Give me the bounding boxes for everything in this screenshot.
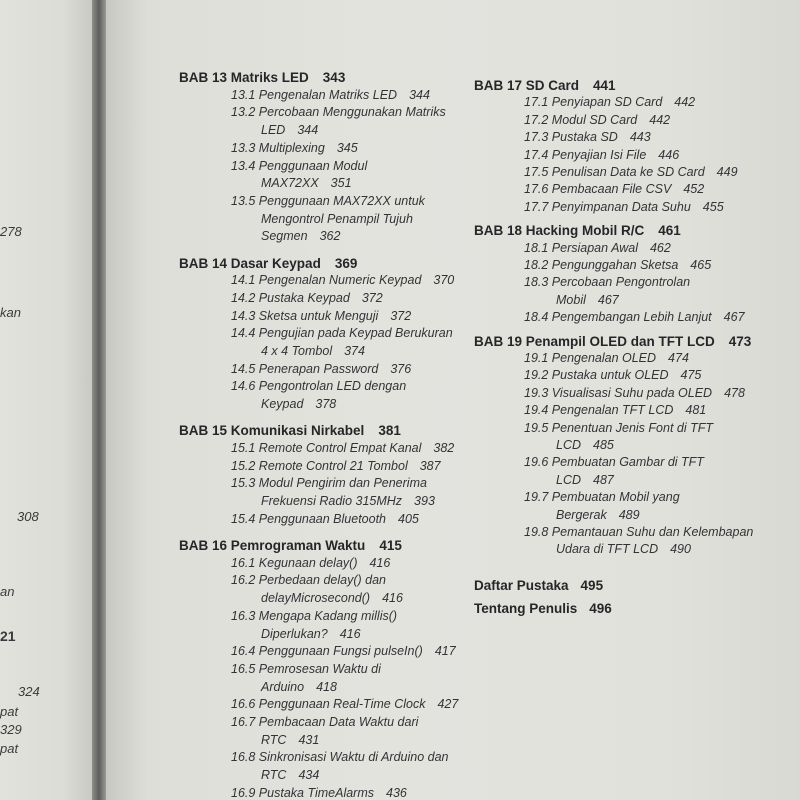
entry-page-number: 481 xyxy=(685,403,707,418)
entry-title: 18.3 Percobaan Pengontrolan xyxy=(524,275,691,290)
entry-page-number: 381 xyxy=(378,423,401,439)
entry-title: 14.4 Pengujian pada Keypad Berukuran xyxy=(231,326,453,341)
entry-title: 19.6 Pembuatan Gambar di TFT xyxy=(524,455,704,470)
entry-title: 16.4 Penggunaan Fungsi pulseIn() xyxy=(231,644,423,659)
entry-title: 14.6 Pengontrolan LED dengan xyxy=(231,379,407,394)
section-entry xyxy=(556,542,691,556)
entry-title: RTC xyxy=(261,768,287,783)
entry-title: 17.6 Pembacaan File CSV xyxy=(524,182,672,197)
entry-title: 14.1 Pengenalan Numeric Keypad xyxy=(231,273,422,288)
entry-title: BAB 19 Penampil OLED dan TFT LCD xyxy=(474,333,715,349)
entry-title: Tentang Penulis xyxy=(474,601,578,617)
entry-title: 19.1 Pengenalan OLED xyxy=(524,351,657,365)
entry-page-number: 343 xyxy=(322,70,346,85)
entry-page-number: 490 xyxy=(670,542,691,557)
entry-page-number: 369 xyxy=(334,255,358,271)
section-entry xyxy=(231,750,449,764)
entry-title: LCD xyxy=(556,472,582,487)
entry-page-number: 443 xyxy=(629,130,651,145)
entry-page-number: 374 xyxy=(344,344,365,358)
entry-page-number: 461 xyxy=(658,223,681,239)
entry-page-number: 485 xyxy=(593,438,614,452)
section-entry xyxy=(231,379,406,393)
entry-title: 13.1 Pengenalan Matriks LED xyxy=(231,87,398,102)
section-entry xyxy=(231,441,454,455)
entry-title: 19.5 Penentuan Jenis Font di TFT xyxy=(524,420,713,435)
chapter-entry xyxy=(474,78,616,93)
entry-page-number: 442 xyxy=(674,95,696,110)
entry-title: 4 x 4 Tombol xyxy=(261,344,333,358)
entry-title: 16.1 Kegunaan delay() xyxy=(231,555,358,570)
entry-page-number: 382 xyxy=(433,441,455,455)
entry-page-number: 344 xyxy=(297,123,319,138)
entry-page-number: 405 xyxy=(398,511,419,526)
entry-title: 16.5 Pemrosesan Waktu di xyxy=(231,661,381,676)
section-entry xyxy=(261,733,319,747)
left-page xyxy=(0,0,92,800)
entry-title: 16.8 Sinkronisasi Waktu di Arduino dan xyxy=(231,750,449,765)
entry-title: 13.3 Multiplexing xyxy=(231,140,325,155)
left-fragment: 324 xyxy=(18,684,40,699)
section-entry xyxy=(231,105,446,119)
entry-page-number: 489 xyxy=(618,507,640,522)
section-entry xyxy=(524,351,689,365)
entry-title: Mengontrol Penampil Tujuh xyxy=(261,211,413,226)
section-entry xyxy=(261,591,403,605)
entry-page-number: 431 xyxy=(298,732,320,747)
entry-title: 19.3 Visualisasi Suhu pada OLED xyxy=(524,385,713,400)
entry-title: BAB 16 Pemrograman Waktu xyxy=(179,538,366,553)
section-entry xyxy=(231,512,419,526)
entry-title: 17.4 Penyajian Isi File xyxy=(524,147,647,162)
entry-title: Daftar Pustaka xyxy=(474,577,569,593)
entry-title: 19.8 Pemantauan Suhu dan Kelembapan xyxy=(524,525,754,539)
entry-title: 16.9 Pustaka TimeAlarms xyxy=(231,785,374,800)
left-fragment: 278 xyxy=(0,224,22,239)
entry-title: BAB 13 Matriks LED xyxy=(179,70,309,85)
section-entry xyxy=(524,113,670,127)
entry-page-number: 441 xyxy=(593,78,616,93)
entry-page-number: 372 xyxy=(361,290,383,305)
section-entry xyxy=(261,212,413,226)
entry-title: 17.1 Penyiapan SD Card xyxy=(524,95,663,110)
left-fragment: pat xyxy=(0,704,19,719)
entry-page-number: 442 xyxy=(649,112,671,127)
entry-page-number: 427 xyxy=(437,697,459,712)
entry-title: Diperlukan? xyxy=(261,626,328,641)
section-entry xyxy=(524,258,711,272)
section-entry xyxy=(524,148,679,162)
section-entry xyxy=(231,459,441,473)
entry-title: Segmen xyxy=(261,229,308,244)
entry-page-number: 416 xyxy=(369,555,391,570)
entry-page-number: 415 xyxy=(379,538,402,553)
entry-title: 16.6 Penggunaan Real-Time Clock xyxy=(231,697,426,712)
section-entry xyxy=(261,123,318,137)
entry-page-number: 455 xyxy=(702,199,724,214)
section-entry xyxy=(261,397,336,411)
entry-page-number: 418 xyxy=(316,679,337,694)
entry-page-number: 467 xyxy=(723,310,745,325)
section-entry xyxy=(261,627,361,641)
chapter-entry xyxy=(474,334,751,349)
entry-page-number: 344 xyxy=(409,87,430,102)
section-entry xyxy=(231,662,381,676)
section-entry xyxy=(524,368,701,382)
entry-page-number: 478 xyxy=(724,385,745,400)
entry-title: Arduino xyxy=(261,679,305,694)
section-entry xyxy=(524,386,745,400)
section-entry xyxy=(231,715,418,729)
entry-title: 17.2 Modul SD Card xyxy=(524,112,638,127)
section-entry xyxy=(261,680,337,694)
entry-title: 17.5 Penulisan Data ke SD Card xyxy=(524,165,705,179)
section-entry xyxy=(261,344,365,358)
entry-title: 15.1 Remote Control Empat Kanal xyxy=(231,441,422,455)
section-entry xyxy=(524,241,671,255)
section-entry xyxy=(524,95,695,109)
left-fragment: 329 xyxy=(0,722,22,737)
entry-title: 19.7 Pembuatan Mobil yang xyxy=(524,490,680,505)
section-entry xyxy=(231,556,390,570)
entry-title: 13.4 Penggunaan Modul xyxy=(231,158,368,173)
entry-title: BAB 18 Hacking Mobil R/C xyxy=(474,223,645,239)
section-entry xyxy=(524,130,651,144)
entry-page-number: 487 xyxy=(593,472,614,487)
entry-title: delayMicrosecond() xyxy=(261,591,371,606)
entry-page-number: 473 xyxy=(728,333,752,349)
section-entry xyxy=(524,455,704,469)
entry-title: 14.2 Pustaka Keypad xyxy=(231,290,350,305)
section-entry xyxy=(261,494,435,508)
entry-title: Keypad xyxy=(261,397,304,412)
section-entry xyxy=(261,768,319,782)
entry-page-number: 465 xyxy=(690,258,712,272)
entry-page-number: 416 xyxy=(382,591,403,606)
section-entry xyxy=(524,165,738,179)
entry-title: Mobil xyxy=(556,292,586,307)
entry-title: 18.2 Pengunggahan Sketsa xyxy=(524,258,679,272)
section-entry xyxy=(231,159,367,173)
section-entry xyxy=(231,309,411,323)
chapter-entry xyxy=(179,538,402,553)
backmatter-entry xyxy=(474,578,603,593)
entry-page-number: 387 xyxy=(419,458,441,473)
left-fragment: pat xyxy=(0,741,19,756)
section-entry xyxy=(556,438,614,452)
entry-title: 15.2 Remote Control 21 Tombol xyxy=(231,458,408,473)
left-fragment: an xyxy=(0,584,15,599)
section-entry xyxy=(231,644,456,658)
chapter-entry xyxy=(474,223,681,238)
entry-title: 18.4 Pengembangan Lebih Lanjut xyxy=(524,310,712,325)
entry-page-number: 475 xyxy=(680,368,702,383)
entry-page-number: 370 xyxy=(433,273,455,288)
entry-page-number: 446 xyxy=(658,147,680,162)
section-entry xyxy=(261,176,352,190)
entry-title: 14.3 Sketsa untuk Menguji xyxy=(231,308,379,323)
section-entry xyxy=(231,697,458,711)
entry-page-number: 372 xyxy=(390,308,412,323)
entry-page-number: 351 xyxy=(330,176,352,191)
right-page xyxy=(106,0,800,800)
left-fragment: kan xyxy=(0,305,21,320)
entry-title: BAB 17 SD Card xyxy=(474,78,580,93)
entry-page-number: 345 xyxy=(336,140,358,155)
entry-title: 16.3 Mengapa Kadang millis() xyxy=(231,608,398,623)
entry-title: Frekuensi Radio 315MHz xyxy=(261,494,403,509)
section-entry xyxy=(231,88,430,102)
entry-title: Bergerak xyxy=(556,507,607,522)
section-entry xyxy=(524,490,680,504)
entry-title: 17.7 Penyimpanan Data Suhu xyxy=(524,199,691,214)
entry-page-number: 474 xyxy=(668,351,689,365)
entry-title: 18.1 Persiapan Awal xyxy=(524,240,638,255)
section-entry xyxy=(524,182,704,196)
entry-title: LED xyxy=(261,123,286,138)
section-entry xyxy=(261,229,340,243)
entry-page-number: 434 xyxy=(298,768,320,783)
left-fragment: 308 xyxy=(17,509,39,524)
entry-title: RTC xyxy=(261,732,287,747)
entry-title: 17.3 Pustaka SD xyxy=(524,130,618,145)
entry-title: 19.4 Pengenalan TFT LCD xyxy=(524,403,674,418)
entry-title: 16.7 Pembacaan Data Waktu dari xyxy=(231,715,419,729)
section-entry xyxy=(524,403,706,417)
entry-page-number: 417 xyxy=(434,644,456,659)
book-gutter xyxy=(92,0,106,800)
section-entry xyxy=(231,362,411,376)
entry-page-number: 496 xyxy=(589,601,612,617)
section-entry xyxy=(524,200,724,214)
entry-page-number: 467 xyxy=(597,292,619,307)
section-entry xyxy=(231,573,386,587)
entry-page-number: 449 xyxy=(716,165,738,179)
section-entry xyxy=(556,473,614,487)
section-entry xyxy=(231,326,453,340)
entry-title: 16.2 Perbedaan delay() dan xyxy=(231,573,386,588)
entry-title: BAB 14 Dasar Keypad xyxy=(179,255,321,271)
section-entry xyxy=(231,609,397,623)
entry-page-number: 452 xyxy=(683,182,705,197)
entry-page-number: 462 xyxy=(649,240,671,255)
chapter-entry xyxy=(179,256,357,271)
section-entry xyxy=(231,194,425,208)
entry-title: MAX72XX xyxy=(261,176,319,191)
entry-title: Udara di TFT LCD xyxy=(556,542,659,557)
entry-title: 13.2 Percobaan Menggunakan Matriks xyxy=(231,105,446,120)
section-entry xyxy=(524,421,713,435)
entry-page-number: 436 xyxy=(386,785,407,800)
entry-title: 13.5 Penggunaan MAX72XX untuk xyxy=(231,193,425,208)
section-entry xyxy=(524,525,753,539)
section-entry xyxy=(556,508,640,522)
section-entry xyxy=(231,141,358,155)
entry-title: 14.5 Penerapan Password xyxy=(231,361,379,376)
entry-title: 15.3 Modul Pengirim dan Penerima xyxy=(231,476,427,491)
entry-page-number: 416 xyxy=(339,626,361,641)
entry-page-number: 393 xyxy=(414,494,435,509)
section-entry xyxy=(231,786,407,800)
section-entry xyxy=(231,273,454,287)
entry-title: 15.4 Penggunaan Bluetooth xyxy=(231,511,386,526)
backmatter-entry xyxy=(474,601,612,616)
entry-page-number: 362 xyxy=(319,229,341,244)
entry-page-number: 495 xyxy=(580,577,604,593)
section-entry xyxy=(231,476,427,490)
section-entry xyxy=(231,291,383,305)
entry-page-number: 378 xyxy=(315,397,337,412)
section-entry xyxy=(524,310,745,324)
entry-page-number: 376 xyxy=(390,361,412,376)
chapter-entry xyxy=(179,423,401,438)
chapter-entry xyxy=(179,70,345,85)
section-entry xyxy=(524,275,690,289)
entry-title: LCD xyxy=(556,438,582,452)
entry-title: 19.2 Pustaka untuk OLED xyxy=(524,368,669,383)
left-fragment: 21 xyxy=(0,628,16,644)
section-entry xyxy=(556,293,619,307)
entry-title: BAB 15 Komunikasi Nirkabel xyxy=(179,423,365,439)
